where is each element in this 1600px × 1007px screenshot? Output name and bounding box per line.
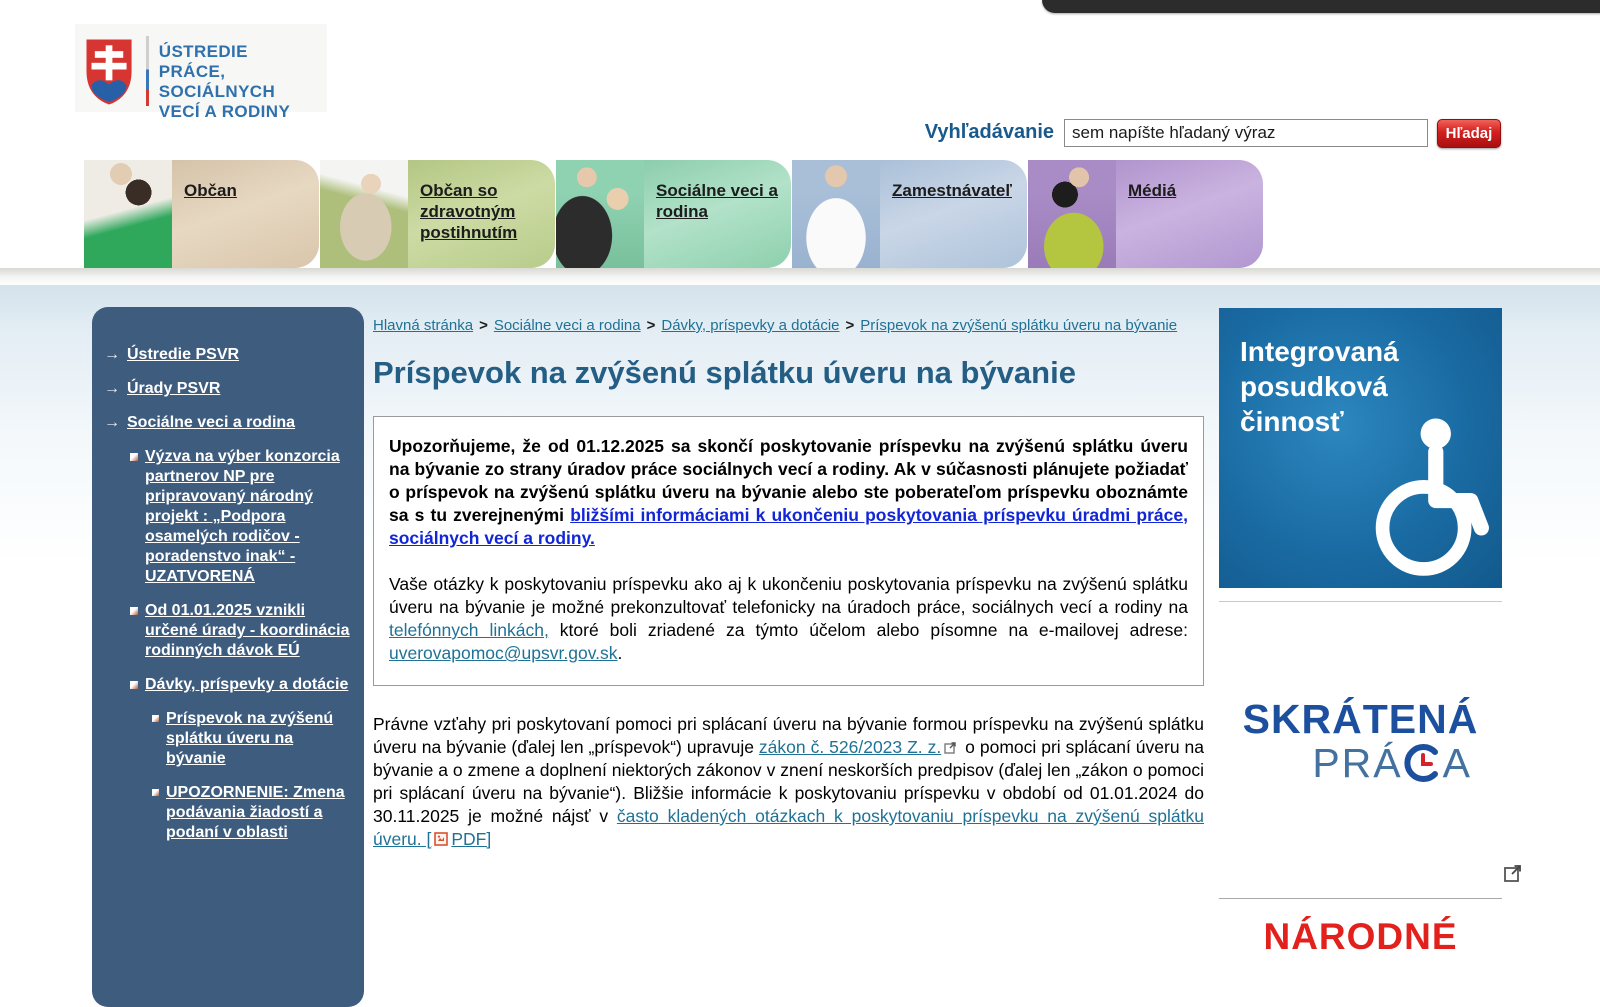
- phone-lines-link[interactable]: telefónnych linkách,: [389, 620, 549, 640]
- tab-label[interactable]: Občan: [184, 181, 237, 200]
- legal-paragraph: [373, 713, 1204, 851]
- tab-label[interactable]: Sociálne veci a rodina: [656, 181, 778, 221]
- tab-label[interactable]: Médiá: [1128, 181, 1177, 200]
- sidebar-link[interactable]: Ústredie PSVR: [127, 346, 240, 363]
- body-text: [: [421, 829, 432, 849]
- sidebar-link[interactable]: Dávky, príspevky a dotácie: [145, 676, 349, 693]
- tab-photo-businessman: [792, 160, 880, 268]
- notice-box: [373, 416, 1204, 686]
- sidebar-link[interactable]: Sociálne veci a rodina: [127, 414, 296, 431]
- tab-photo-couple: [84, 160, 172, 268]
- breadcrumb-separator: >: [646, 317, 656, 334]
- arrow-icon: →: [104, 414, 120, 431]
- logo-line: VECÍ A RODINY: [158, 102, 291, 121]
- body-text: Právne vzťahy pri poskytovaní pomoci pri splácaní úveru na bývanie formou príspevku na zvýšenú splátku úveru na bývanie (ďalej len „príspevok“) upravuje: [373, 714, 1204, 757]
- breadcrumb: [373, 317, 1204, 334]
- sidebar-item-davky-prispevky[interactable]: [130, 675, 350, 695]
- notice-info-link[interactable]: bližšími informáciami k ukončeniu poskytovania príspevku úradmi práce, sociálnych vecí a rodiny.: [389, 505, 1188, 548]
- sidebar-item-upozornenie[interactable]: [152, 783, 350, 843]
- tab-obcan[interactable]: [84, 160, 319, 268]
- clock-c-icon: [1404, 744, 1442, 782]
- sidebar-item-prispevok-splatka[interactable]: [152, 709, 350, 769]
- body-text: o pomoci pri splácaní úveru na bývanie a o zmene a doplnení niektorých zákonov v znení neskorších predpisov (ďalej len „zákon o pomoci pri splácaní úveru na bývanie“). Bližšie informácie k poskytovaniu príspevku v období od 01.01.2024 do 30.11.2025 je možné nájsť v: [373, 737, 1204, 826]
- search-button[interactable]: Hľadaj: [1437, 119, 1501, 148]
- banner-line: Integrovaná: [1240, 336, 1399, 367]
- square-bullet-icon: [152, 789, 159, 796]
- square-bullet-icon: [152, 715, 159, 722]
- main-navigation: [84, 160, 1266, 268]
- main-content: [373, 317, 1204, 851]
- sidebar-item-vyzva-konzorcia[interactable]: [130, 447, 350, 587]
- notice-text: Vaše otázky k poskytovaniu príspevku ako aj k ukončeniu poskytovania príspevku na zvýšenú splátku úveru na bývanie je možné prekonzultovať telefonicky na úradoch práce, sociálnych vecí a rodiny na: [389, 574, 1188, 617]
- sidebar-item-urcene-urady[interactable]: [130, 601, 350, 661]
- square-bullet-icon: [130, 453, 138, 461]
- sidebar-link[interactable]: Príspevok na zvýšenú splátku úveru na bývanie: [166, 710, 334, 767]
- notice-paragraph-1: [389, 435, 1188, 550]
- slovak-coat-of-arms-icon: [84, 34, 134, 110]
- tab-label[interactable]: Zamestnávateľ: [892, 181, 1012, 200]
- page-title: Príspevok na zvýšenú splátku úveru na bývanie: [373, 355, 1076, 390]
- notice-text: ktoré boli zriadené za týmto účelom alebo písomne na e-mailovej adrese:: [548, 620, 1188, 640]
- law-526-2023-link[interactable]: zákon č. 526/2023 Z. z.: [758, 737, 942, 757]
- skratena-text: SKRÁTENÁ: [1242, 696, 1479, 742]
- sidebar-menu: [92, 307, 364, 1007]
- notice-text: .: [617, 643, 623, 663]
- tab-media[interactable]: [1028, 160, 1263, 268]
- logo-line: ÚSTREDIE: [158, 42, 248, 61]
- square-bullet-icon: [130, 607, 138, 615]
- wheelchair-icon: [1340, 412, 1492, 580]
- breadcrumb-link-home[interactable]: Hlavná stránka: [373, 317, 474, 334]
- logo-separator: [146, 36, 149, 106]
- sidebar-link[interactable]: Výzva na výber konzorcia partnerov NP pre pripravovaný národný projekt : „Podpora osamelých rodičov - poradenstvo inak“ - UZATVORENÁ: [145, 448, 340, 585]
- praca-post: A: [1442, 740, 1472, 786]
- banner-line: činnosť: [1240, 406, 1344, 437]
- breadcrumb-link-current[interactable]: Príspevok na zvýšenú splátku úveru na bývanie: [860, 317, 1178, 334]
- sidebar-link[interactable]: Úrady PSVR: [127, 380, 221, 397]
- logo-text: [159, 34, 327, 122]
- external-link-icon[interactable]: [1503, 863, 1523, 883]
- arrow-icon: →: [104, 380, 120, 397]
- search-label: Vyhľadávanie: [924, 121, 1054, 143]
- breadcrumb-link-socialne[interactable]: Sociálne veci a rodina: [493, 317, 641, 334]
- tab-photo-photographer: [1028, 160, 1116, 268]
- pdf-link[interactable]: PDF]: [451, 829, 492, 849]
- tab-obcan-so-zdravotnym-postihnutim[interactable]: [320, 160, 555, 268]
- breadcrumb-separator: >: [845, 317, 855, 334]
- tab-photo-family: [556, 160, 644, 268]
- pdf-icon: [434, 832, 448, 846]
- search-input[interactable]: [1064, 119, 1428, 147]
- praca-text: [1219, 740, 1502, 786]
- sidebar-link[interactable]: UPOZORNENIE: Zmena podávania žiadostí a podaní v oblasti: [166, 784, 345, 841]
- tab-zamestnavatel[interactable]: [792, 160, 1027, 268]
- sidebar-item-urady-psvr[interactable]: [104, 379, 350, 399]
- banner-skratena-praca[interactable]: [1219, 601, 1502, 899]
- tabs-bottom-shadow: [0, 268, 1600, 285]
- logo-line: PRÁCE, SOCIÁLNYCH: [158, 62, 276, 101]
- breadcrumb-link-davky[interactable]: Dávky, príspevky a dotácie: [661, 317, 840, 334]
- tab-socialne-veci-a-rodina[interactable]: [556, 160, 791, 268]
- narodne-text: NÁRODNÉ: [1263, 916, 1458, 957]
- arrow-icon: →: [104, 346, 120, 363]
- faq-link[interactable]: často kladených otázkach k poskytovaniu príspevku na zvýšenú splátku úveru.: [373, 806, 1204, 849]
- notice-paragraph-2: [389, 573, 1188, 665]
- sidebar-item-socialne-veci-a-rodina[interactable]: [104, 413, 350, 433]
- email-link[interactable]: uverovapomoc@upsvr.gov.sk: [389, 643, 618, 663]
- praca-pre: PRÁ: [1312, 740, 1403, 786]
- sidebar-link[interactable]: Od 01.01.2025 vznikli určené úrady - koordinácia rodinných dávok EÚ: [145, 602, 350, 659]
- external-link-icon: [944, 741, 957, 754]
- tab-photo-wheelchair: [320, 160, 408, 268]
- top-dark-bar: [1042, 0, 1600, 13]
- notice-text: Upozorňujeme, že od 01.12.2025 sa skončí poskytovanie príspevku na zvýšenú splátku úveru na bývanie zo strany úradov práce sociálnych vecí a rodiny. Ak v súčasnosti plánujete požiadať o príspevok na zvýšenú splátku úveru na bývanie alebo ste poberateľom príspevku oboznámte sa s tu zverejnenými: [389, 436, 1188, 525]
- banner-integrovana-posudkova-cinnost[interactable]: [1219, 308, 1502, 588]
- banner-line: posudková: [1240, 371, 1388, 402]
- tab-label[interactable]: Občan so zdravotným postihnutím: [420, 181, 518, 242]
- sidebar-item-ustredie-psvr[interactable]: [104, 345, 350, 365]
- banner-narodne[interactable]: [1219, 910, 1502, 990]
- site-logo[interactable]: [75, 24, 327, 121]
- square-bullet-icon: [130, 681, 138, 689]
- right-banner-column: [1219, 308, 1502, 990]
- breadcrumb-separator: >: [479, 317, 488, 334]
